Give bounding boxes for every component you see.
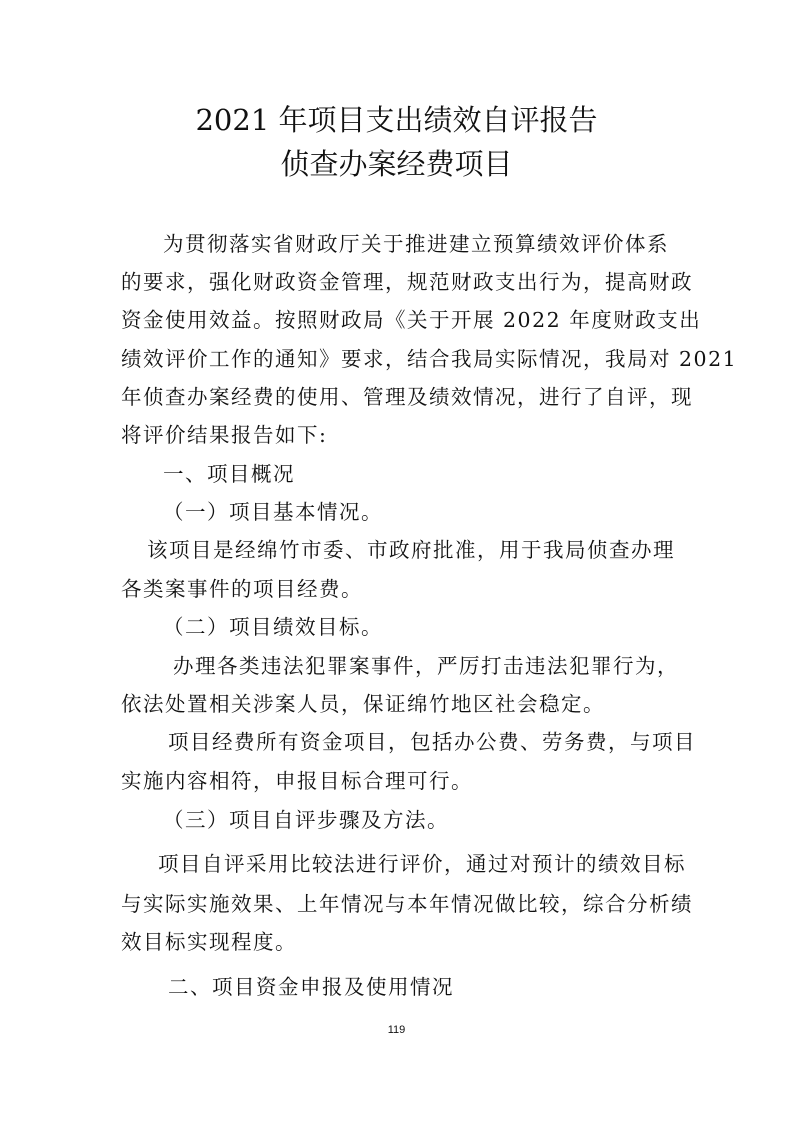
paragraph-line: 年侦查办案经费的使用、管理及绩效情况，进行了自评，现 [121,385,693,409]
report-title: 2021 年项目支出绩效自评报告 [195,103,598,137]
paragraph-line: 实施内容相符，申报目标合理可行。 [121,769,473,793]
paragraph-line: 将评价结果报告如下: [121,423,328,447]
paragraph-line: 与实际实施效果、上年情况与本年情况做比较，综合分析绩 [121,892,693,916]
paragraph-line: 各类案事件的项目经费。 [121,577,363,601]
paragraph-line: 效目标实现程度。 [121,930,297,954]
page-number: 119 [387,1024,406,1036]
paragraph-line: 为贯彻落实省财政厅关于推进建立预算绩效评价体系 [163,232,669,256]
subsection-heading: （一）项目基本情况。 [163,500,383,524]
subsection-heading: （二）项目绩效目标。 [163,615,383,639]
report-subtitle: 侦查办案经费项目 [280,147,513,181]
subsection-heading: （三）项目自评步骤及方法。 [163,808,449,832]
paragraph-line: 办理各类违法犯罪案事件，严厉打击违法犯罪行为， [173,654,679,678]
paragraph-line: 的要求，强化财政资金管理，规范财政支出行为，提高财政 [121,270,693,294]
paragraph-line: 项目自评采用比较法进行评价，通过对预计的绩效目标 [158,852,686,876]
paragraph-line: 依法处置相关涉案人员，保证绵竹地区社会稳定。 [121,692,605,716]
section-heading: 一、项目概况 [163,462,295,486]
paragraph-line: 绩效评价工作的通知》要求，结合我局实际情况，我局对 2021 [121,347,738,371]
paragraph-line: 资金使用效益。按照财政局《关于开展 2022 年度财政支出 [121,308,702,332]
paragraph-line: 项目经费所有资金项目，包括办公费、劳务费，与项目 [168,730,696,754]
section-heading: 二、项目资金申报及使用情况 [168,975,454,999]
paragraph-line: 该项目是经绵竹市委、市政府批准，用于我局侦查办理 [147,538,675,562]
